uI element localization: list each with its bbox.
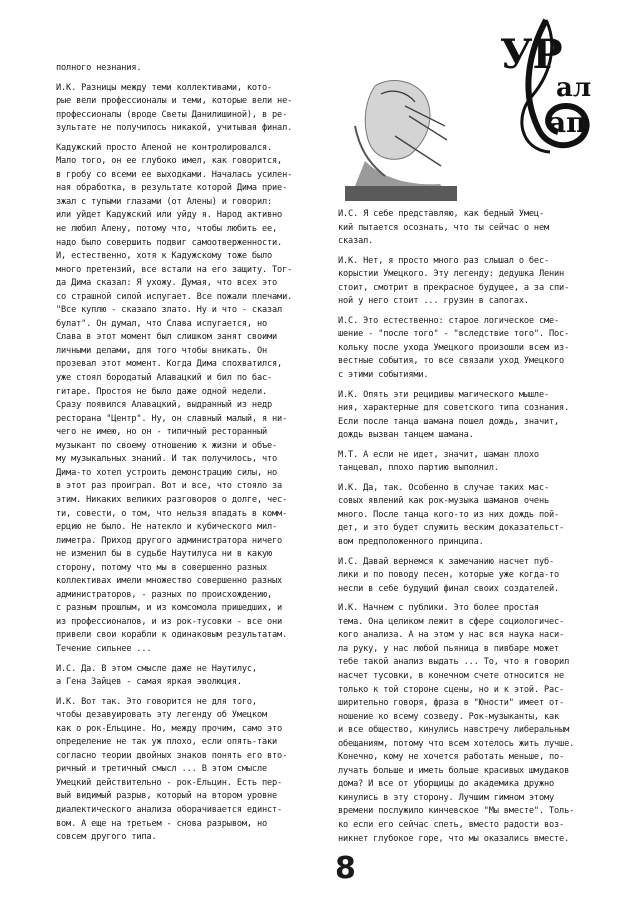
left-paragraph [56, 663, 328, 690]
text-line: Мало того, он ее глубоко имел, как говорится, [56, 156, 283, 167]
text-line: ношение ко всему созведу. Рок-музыканты, как [338, 711, 560, 722]
right-text-column [338, 208, 614, 852]
text-line: как о рок-Ельцине. Но, между прочим, само это [56, 723, 283, 734]
right-paragraph [338, 315, 614, 383]
text-line: ния, характерные для советского типа сознания. [338, 403, 570, 414]
text-line: сказал. [338, 236, 374, 247]
text-line: кий пытается осознать, что ты сейчас о нем [338, 222, 550, 233]
text-line: кольку после ухода Умецкого произошли всем из- [338, 342, 570, 353]
text-line: привели свои корабли к одинаковым результатам. [56, 630, 288, 641]
text-line: вестные события, то все связали уход Умецкого [338, 356, 565, 367]
right-paragraph [338, 556, 614, 597]
text-line: "Все куплю - сказало злато. Ну и что - сказал [56, 305, 283, 316]
text-line: обещаниям, потому что всем хотелось жить лучше. [338, 738, 575, 749]
logo-letters-ap: ап [548, 106, 587, 139]
text-line: полного незнания. [56, 63, 142, 73]
text-line: уже стоял бородатый Алавацкий и бил по бас- [56, 373, 273, 384]
text-line: дет, и это будет служить веским доказательст- [338, 523, 565, 534]
text-line: му музыкальных знаний. И так получилось, что [56, 454, 278, 465]
text-line: зжал с тупыми глазами (от Алены) и говорил: [56, 196, 273, 207]
text-line: шение - "после того" - "вследствие того". Пос- [338, 329, 570, 340]
logo-letters-ur: УР [500, 31, 563, 78]
text-line: не любил Алену, потому что, чтобы любить ее, [56, 224, 278, 235]
text-line: ресторана "Центр". Ну, он славный малый, я ни- [56, 413, 288, 424]
text-line: сторону, потому что мы в совершенно разных [56, 562, 268, 573]
text-line: с этими событиями. [338, 370, 429, 381]
text-line: вом предположенного принципа. [338, 537, 484, 548]
text-line: Димa-то хотел устроить демонстрацию силы, но [56, 467, 278, 478]
right-paragraph [338, 482, 614, 550]
right-paragraph [338, 255, 614, 309]
text-line: Конечно, кому не хочется работать меньше, по- [338, 752, 565, 763]
text-line: зультате не получилось никакой, учитывая финал. [56, 123, 293, 134]
text-line: с разным прошлым, и из комсомола пришедших, и [56, 603, 283, 614]
text-line: определение не так уж плохо, если опять-таки [56, 737, 278, 748]
text-line: из профессионалов, и из рок-тусовки - все они [56, 616, 283, 627]
text-line: диалектического анализа оборачивается единст- [56, 804, 283, 815]
text-line: И.С. Да. В этом смысле даже не Наутилус, [56, 663, 257, 674]
left-paragraph [56, 142, 328, 657]
text-line: много. После танца кого-то из них дождь пой- [338, 509, 560, 520]
text-line: ричный и третичный смысл ... В этом смысле [56, 764, 268, 775]
right-paragraph [338, 208, 614, 249]
text-line: И.К. Нет, я просто много раз слышал о бес- [338, 255, 550, 266]
text-line: чтобы дезавуировать эту легенду об Умецком [56, 710, 268, 721]
text-line: прозевал этот момент. Когда Дима спохватился, [56, 359, 283, 370]
text-line: музыкант по своему отношению к жизни и объе- [56, 440, 278, 451]
text-line: Слава в этот момент был слишком занят своими [56, 332, 278, 343]
text-line: лучать больше и иметь больше красивых шмудаков [338, 765, 570, 776]
text-line: никнет глубокое горе, что мы оказались вместе. [338, 833, 570, 844]
text-line: лиметра. Приход другого администратора ничего [56, 535, 283, 546]
text-line: И.К. Вот так. Это говорится не для того, [56, 696, 257, 707]
text-line: Течение сильнее ... [56, 643, 152, 654]
text-line: в этот раз проиграл. Вот и все, что стояло за [56, 481, 283, 492]
text-line: Сразу появился Алавацкий, выдранный из недр [56, 400, 273, 411]
text-line: много претензий, все встали на его защиту. Тог- [56, 264, 293, 275]
text-line: Умецкий действительно - рок-Ельцин. Есть пер- [56, 777, 283, 788]
text-line: только к той стороне сцены, но и к этой. Рас- [338, 684, 565, 695]
text-line: и все общество, кинулись навстречу либеральным [338, 725, 570, 736]
text-line: вый видимый разрыв, который на втором уровне [56, 791, 278, 802]
text-line: личными делами, для того чтобы вникать. Он [56, 345, 268, 356]
left-paragraph [56, 696, 328, 845]
text-line: ти, совести, о том, что нельзя впадать в комм- [56, 508, 288, 519]
text-line: И.К. Да, так. Особенно в случае таких мас- [338, 482, 550, 493]
text-line: И.К. Начнем с публики. Это более простая [338, 603, 539, 614]
text-line: И.С. Я себе представляю, как бедный Умец- [338, 209, 544, 219]
left-paragraph [56, 82, 328, 136]
text-line: рые вели профессионалы и теми, которые вели не- [56, 96, 293, 107]
left-text-column [56, 62, 328, 851]
text-line: в гробу со всеми ее выходками. Началась усилен- [56, 169, 293, 180]
text-line: танцевал, плохо партию выполнил. [338, 463, 499, 474]
text-line: совых явлений как рок-музыка шаманов очень [338, 496, 550, 507]
text-line: ла руку, у нас любой пьяница в пивбаре может [338, 643, 560, 654]
text-line: кого анализа. А на этом у нас вся наука наси- [338, 630, 565, 641]
text-line: дождь вызван танцем шамана. [338, 430, 474, 441]
text-line: не изменил бы в судьбе Наутилуса ни в какую [56, 549, 273, 560]
text-line: кинулись в эту сторону. Лучшим гимном этому [338, 792, 555, 803]
logo-letters-al: ал [556, 73, 592, 103]
text-line: а Гена Зайцев - самая яркая эволюция. [56, 677, 242, 688]
page-number: 8 [335, 851, 356, 886]
text-line: стоит, смотрит в прекрасное будущее, а за спи- [338, 282, 570, 293]
text-line: тебе такой анализ выдать ... То, что я говорил [338, 657, 570, 668]
text-line: вом. А еще на третьем - снова разрывом, но [56, 818, 268, 829]
text-line: коллективах имели множество совершенно разных [56, 576, 283, 587]
text-line: булат". Он думал, что Слава испугается, но [56, 318, 268, 329]
text-line: надо было совершить подвиг самоотверженности. [56, 237, 283, 248]
text-line: насчет тусовки, в конечном счете относится не [338, 670, 565, 681]
text-line: И, естественно, хотя к Кадужскому тоже было [56, 251, 273, 262]
text-line: М.Т. А если не идет, значит, шаман плохо [338, 449, 539, 460]
left-paragraph [56, 62, 328, 76]
text-line: ко если его сейчас спеть, вместо радости воз- [338, 819, 565, 830]
text-line: ная обработка, в результате которой Дима прие- [56, 183, 288, 194]
text-line: Кадужский просто Аленой не контролировался. [56, 142, 273, 153]
text-line: дома? И все от уборщицы до академика дружно [338, 779, 555, 790]
text-line: лики и по поводу песен, которые уже когда-то [338, 570, 560, 581]
text-line: И.С. Это естественно: старое логическое сме- [338, 315, 560, 326]
right-paragraph [338, 389, 614, 443]
sketch-illustration [345, 66, 457, 201]
text-line: корыстии Умецкого. Эту легенду: дедушка Ленин [338, 269, 565, 280]
logo-treble-clef-icon [460, 10, 620, 160]
text-line: И.К. Опять эти рецидивы магического мышле- [338, 389, 550, 400]
right-paragraph [338, 602, 614, 846]
text-line: да Дима сказал: Я ухожу. Думая, что всех это [56, 278, 278, 289]
text-line: времени послужило кинчевское "Мы вместе". Толь- [338, 806, 575, 817]
right-paragraph [338, 449, 614, 476]
text-line: ширительно говоря, фраза в "Юности" имеет от- [338, 698, 565, 709]
text-line: совсем другого типа. [56, 832, 157, 843]
text-line: этим. Никаких великих разговоров о долге, чес- [56, 494, 288, 505]
text-line: И.С. Давай вернемся к замечанию насчет пуб- [338, 556, 555, 567]
text-line: профессионалы (вроде Светы Данилишиной), в ре- [56, 109, 288, 120]
text-line: ной у него стоит ... грузин в сапогах. [338, 296, 529, 307]
text-line: гитаре. Простоя не было даже одной недели. [56, 386, 268, 397]
text-line: ерцию не было. Не натекло и кубического мил- [56, 522, 278, 533]
text-line: тема. Она целиком лежит в сфере социологичес- [338, 616, 565, 627]
text-line: согласно теории двойных знаков понять его вто- [56, 750, 288, 761]
text-line: Если после танца шамана пошел дождь, значит, [338, 416, 560, 427]
magazine-logo [460, 10, 620, 160]
text-line: со страшной силой испугает. Все пожали плечами. [56, 291, 293, 302]
text-line: чего не имею, но он - типичный ресторанный [56, 427, 268, 438]
text-line: И.К. Разницы между теми коллективами, кото- [56, 82, 273, 93]
text-line: или уйдет Кадужский или уйду я. Народ активно [56, 210, 283, 221]
text-line: несли в себе будущий финал своих создателей. [338, 583, 560, 594]
text-line: администраторов, - разных по происхождению, [56, 589, 273, 600]
